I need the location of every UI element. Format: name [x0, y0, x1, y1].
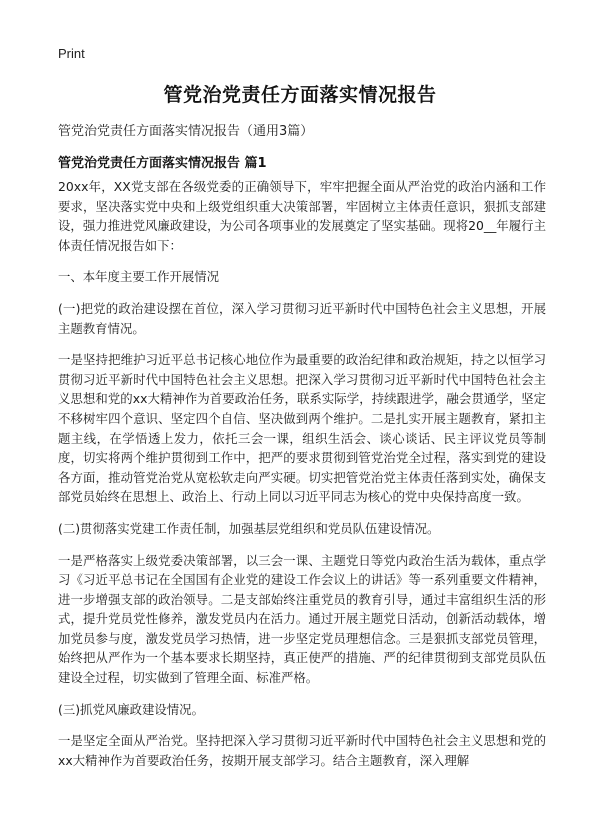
print-label: Print	[58, 46, 85, 61]
document-title: 管党治党责任方面落实情况报告	[163, 84, 437, 106]
subsection-three-body: 一是坚定全面从严治党。坚持把深入学习贯彻习近平新时代中国特色社会主义思想和党的xx大精神作为首要政治任务，按期开展支部学习。结合主题教育，深入理解	[58, 733, 546, 768]
document-subtitle: 管党治党责任方面落实情况报告（通用3篇）	[58, 124, 314, 139]
subsection-two-heading: (二)贯彻落实党建工作责任制，加强基层党组织和党员队伍建设情况。	[58, 520, 440, 536]
intro-paragraph: 20xx年，XX党支部在各级党委的正确领导下，牢牢把握全面从严治党的政治内涵和工作要求，坚决落实党中央和上级党组织重大决策部署，牢固树立主体责任意识，狠抓支部建设，强力推进党风廉政建设，为公司各项事业的发展奠定了坚实基础。现将20__年履行主体责任情况报告如下：	[58, 179, 546, 253]
subsection-one-body: 一是坚持把维护习近平总书记核心地位作为最重要的政治纪律和政治规矩，持之以恒学习贯彻习近平新时代中国特色社会主义思想。把深入学习贯彻习近平新时代中国特色社会主义思想和党的xx大精神作为首要政治任务，联系实际学，持续跟进学，融会贯通学，坚定不移树牢四个意识、坚定四个自信、坚决做到两个维护。二是扎实开展主题教育，紧扣主题主线，在学悟透上发力，依托三会一课，组织生活会、谈心谈话、民主评议党员等制度，切实将两个维护贯彻到工作中，把严的要求贯彻到管党治党全过程，落实到党的建设各方面，推动管党治党从宽松软走向严实硬。切实把管党治党主体责任落到实处，确保支部党员始终在思想上、政治上、行动上同以习近平同志为核心的党中央保持高度一致。	[58, 352, 546, 505]
document-body	[58, 177, 546, 782]
subsection-one-heading: (一)把党的政治建设摆在首位，深入学习贯彻习近平新时代中国特色社会主义思想，开展主题教育情况。	[58, 300, 546, 336]
section-heading: 管党治党责任方面落实情况报告 篇1	[58, 156, 267, 171]
subsection-three-heading: (三)抓党风廉政建设情况。	[58, 701, 204, 717]
subsection-two-body: 一是严格落实上级党委决策部署，以三会一课、主题党日等党内政治生活为载体，重点学习《习近平总书记在全国国有企业党的建设工作会议上的讲话》等一系列重要文件精神，进一步增强支部的政治领导。二是支部始终注重党员的教育引导，通过丰富组织生活的形式，提升党员党性修养，激发党员内在活力。通过开展主题党日活动，创新活动载体，增加党员参与度，激发党员学习热情，进一步坚定党员理想信念。三是狠抓支部党员管理，始终把从严作为一个基本要求长期坚持，真正使严的措施、严的纪律贯彻到支部党员队伍建设全过程，切实做到了管理全面、标准严格。	[58, 552, 546, 686]
section-one-heading: 一、本年度主要工作开展情况	[58, 269, 220, 285]
